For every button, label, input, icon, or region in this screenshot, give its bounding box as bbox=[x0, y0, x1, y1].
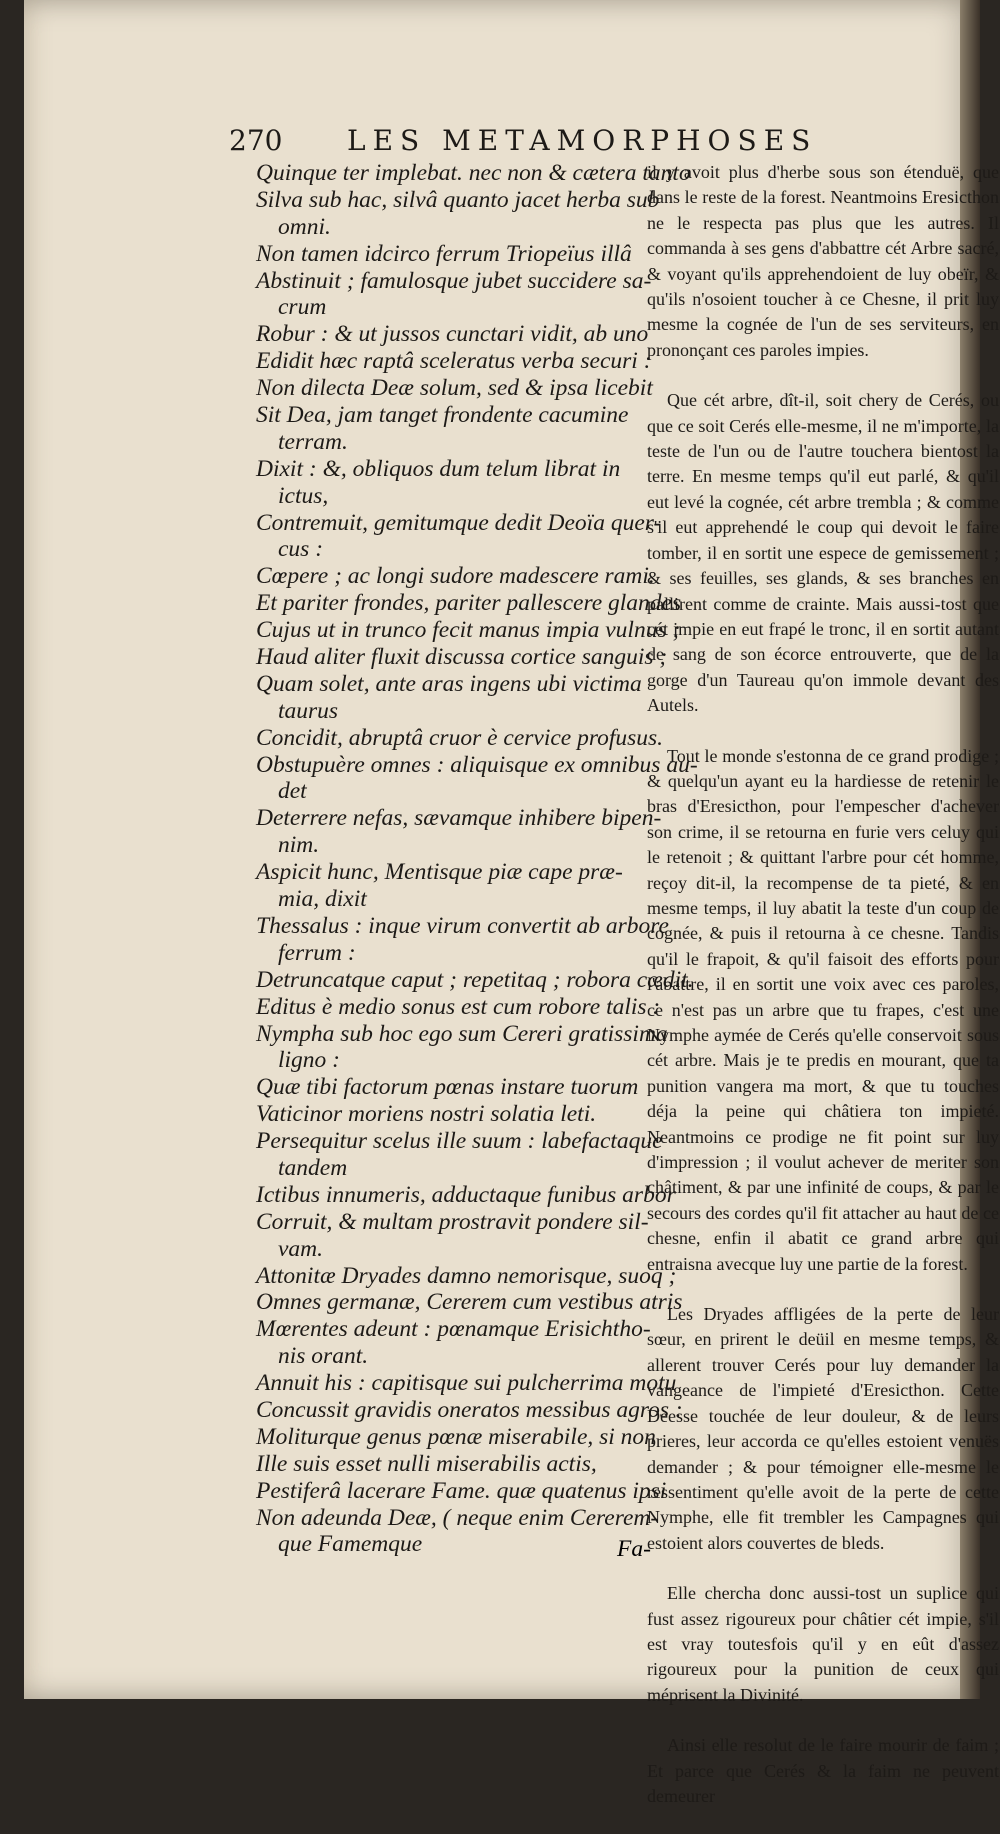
verse-line: Et pariter frondes, pariter pallescere glandes bbox=[256, 590, 682, 617]
prose-paragraph: Elle chercha donc aussi-tost un suplice qui fust assez rigoureux pour châtier cét impie, s'il est vray toutesfois qu'il y en eût d'assez rigoureux pour la punition de ceux qui méprisent la Divinité. bbox=[647, 1583, 999, 1705]
verse-line: Non tamen idcirco ferrum Triopeïus illâ bbox=[256, 240, 632, 267]
verse-line: det bbox=[278, 778, 307, 805]
verse-line: Abstinuit ; famulosque jubet succidere sa- bbox=[256, 267, 652, 294]
verse-line: omni. bbox=[278, 213, 331, 240]
verse-line: Mœrentes adeunt : pœnamque Erisichtho- bbox=[256, 1316, 651, 1343]
verse-line: taurus bbox=[278, 697, 339, 724]
verse-line: mia, dixit bbox=[278, 886, 367, 913]
verse-line: Moliturque genus pœnæ miserabile, si non bbox=[256, 1423, 656, 1450]
verse-line: ferrum : bbox=[278, 939, 356, 966]
prose-paragraph: Les Dryades affligées de la perte de leur sœur, en prirent le deüil en mesme temps, & allerent trouver Cerés pour luy demander la vangeance de l'impieté d'Eresicthon. Cette Deesse touchée de leur douleur, & de leurs prieres, leur accorda ce qu'elles estoient venuës demander ; & pour témoigner elle-mesme le ressentiment qu'elle avoit de la perte de cette Nymphe, elle fit trembler les Campagnes qui estoient alors couvertes de bleds. bbox=[647, 1304, 999, 1553]
verse-line: Obstupuère omnes : aliquisque ex omnibus au- bbox=[256, 751, 698, 778]
verse-line: Haud aliter fluxit discussa cortice sanguis ; bbox=[256, 644, 668, 671]
prose-paragraph: Tout le monde s'estonna de ce grand prodige ; & quelqu'un ayant eu la hardiesse de retenir le bras d'Eresicthon, pour l'empescher d'achever son crime, il se retourna en furie vers celuy qui le retenoit ; & quittant l'arbre pour cét homme, reçoy dit-il, la recompense de ta pieté, & en mesme temps, il luy abatit la teste d'un coup de cognée, & puis il retourna à ce chesne. Tandis qu'il le frapoit, & qu'il faisoit des efforts pour l'abattre, il en sortit une voix avec ces paroles, ce n'est pas un arbre que tu frapes, c'est une Nymphe aymée de Cerés qu'elle conservoit sous cét arbre. Mais je te predis en mourant, que ta punition vangera ma mort, & que tu touches déja la peine qui châtiera ton impieté. Neantmoins ce prodige ne fit point sur luy d'impression ; il voulut achever de meriter son châtiment, & par une infinité de coups, & par le secours des cordes qu'il fit attacher au haut de ce chesne, enfin il abatit ce grand arbre qui entraisna avecque luy une partie de la forest. bbox=[647, 745, 999, 1274]
verse-line: Robur : & ut jussos cunctari vidit, ab uno bbox=[256, 321, 649, 348]
book-page bbox=[24, 0, 999, 1806]
verse-line: Attonitæ Dryades damno nemorisque, suoq ; bbox=[256, 1262, 677, 1289]
verse-line: Non adeunda Deæ, ( neque enim Cererem- bbox=[256, 1504, 659, 1531]
verse-line: Editus è medio sonus est cum robore talis : bbox=[256, 993, 661, 1020]
verse-line: Ictibus innumeris, adductaque funibus arbor bbox=[256, 1181, 676, 1208]
verse-line: Dixit : &, obliquos dum telum librat in bbox=[256, 455, 621, 482]
running-title: LES METAMORPHOSES bbox=[347, 124, 818, 157]
verse-line: Aspicit hunc, Mentisque piæ cape præ- bbox=[256, 859, 623, 886]
verse-line: crum bbox=[278, 294, 327, 321]
verse-line: Detruncatque caput ; repetitaq ; robora cædit. bbox=[256, 966, 694, 993]
verse-line: Cujus ut in trunco fecit manus impia vulnus ; bbox=[256, 617, 681, 644]
verse-line: vam. bbox=[278, 1235, 324, 1262]
verse-line: nis orant. bbox=[278, 1343, 369, 1370]
verse-line: que Famemque bbox=[278, 1531, 423, 1558]
verse-line: Quam solet, ante aras ingens ubi victima bbox=[256, 670, 642, 697]
prose-paragraph: Ainsi elle resolut de le faire mourir de faim ; Et parce que Cerés & la faim ne peuvent demeurer bbox=[647, 1735, 999, 1806]
verse-line: Quæ tibi factorum pœnas instare tuorum bbox=[256, 1074, 639, 1101]
verse-line: Vaticinor moriens nostri solatia leti. bbox=[256, 1101, 597, 1128]
page-header bbox=[229, 124, 879, 164]
verse-line: Cœpere ; ac longi sudore madescere rami. bbox=[256, 563, 655, 590]
page-number: 270 bbox=[229, 124, 283, 157]
verse-line: Persequitur scelus ille suum : labefactaque bbox=[256, 1128, 663, 1155]
verse-line: Thessalus : inque virum convertit ab arbore bbox=[256, 912, 669, 939]
verse-line: Concidit, abruptâ cruor è cervice profusus. bbox=[256, 724, 664, 751]
verse-line: tandem bbox=[278, 1154, 348, 1181]
catchword: Fa- bbox=[617, 1536, 651, 1562]
verse-line: Sit Dea, jam tanget frondente cacumine bbox=[256, 402, 629, 429]
latin-verse-column bbox=[256, 160, 698, 1558]
verse-line: ligno : bbox=[278, 1047, 341, 1074]
prose-paragraph: il y avoit plus d'herbe sous son étenduë, que dans le reste de la forest. Neantmoins Eresicthon ne le respecta pas plus que les autres. Il commanda à ses gens d'abbattre cét Arbre sacré, & voyant qu'ils apprehendoient de luy obeïr, & qu'ils n'osoient toucher à ce Chesne, il prit luy mesme la cognée de l'un de ses serviteurs, en prononçant ces paroles impies. bbox=[647, 162, 999, 360]
verse-line: Edidit hæc raptâ sceleratus verba securi : bbox=[256, 348, 652, 375]
verse-line: Silva sub hac, silvâ quanto jacet herba sub bbox=[256, 186, 660, 213]
verse-line: Ille suis esset nulli miserabilis actis, bbox=[256, 1450, 597, 1477]
verse-line: nim. bbox=[278, 832, 320, 859]
verse-line: Concussit gravidis oneratos messibus agros : bbox=[256, 1396, 683, 1423]
verse-line: Nympha sub hoc ego sum Cereri gratissima bbox=[256, 1020, 668, 1047]
french-prose-column bbox=[647, 160, 999, 1834]
verse-line: Non dilecta Deæ solum, sed & ipsa licebit bbox=[256, 375, 653, 402]
verse-line: Quinque ter implebat. nec non & cætera tanto bbox=[256, 160, 691, 186]
verse-line: Deterrere nefas, sævamque inhibere bipen- bbox=[256, 805, 662, 832]
verse-line: cus : bbox=[278, 536, 324, 563]
verse-line: Omnes germanæ, Cererem cum vestibus atris bbox=[256, 1289, 683, 1316]
verse-line: Pestiferâ lacerare Fame. quæ quatenus ipsi bbox=[256, 1477, 667, 1504]
verse-line: Corruit, & multam prostravit pondere sil- bbox=[256, 1208, 649, 1235]
verse-line: Annuit his : capitisque sui pulcherrima motu bbox=[256, 1370, 677, 1397]
prose-paragraph: Que cét arbre, dît-il, soit chery de Cerés, ou que ce soit Cerés elle-mesme, il ne m'importe, la teste de l'un ou de l'autre touchera bientost la terre. En mesme temps qu'il eut parlé, & qu'il eut levé la cognée, cét arbre trembla ; & comme s'il eut apprehendé le coup qui devoit le faire tomber, il en sortit une espece de gemissement ; & ses feuilles, ses glands, & ses branches en pallirent comme de crainte. Mais aussi-tost que cét impie en eut frapé le tronc, il en sortit autant de sang de son écorce entrouverte, que de la gorge d'un Taureau qu'on immole devant des Autels. bbox=[647, 390, 999, 716]
verse-line: terram. bbox=[278, 428, 348, 455]
verse-line: ictus, bbox=[278, 482, 329, 509]
verse-line: Contremuit, gemitumque dedit Deoïa quer- bbox=[256, 509, 662, 536]
